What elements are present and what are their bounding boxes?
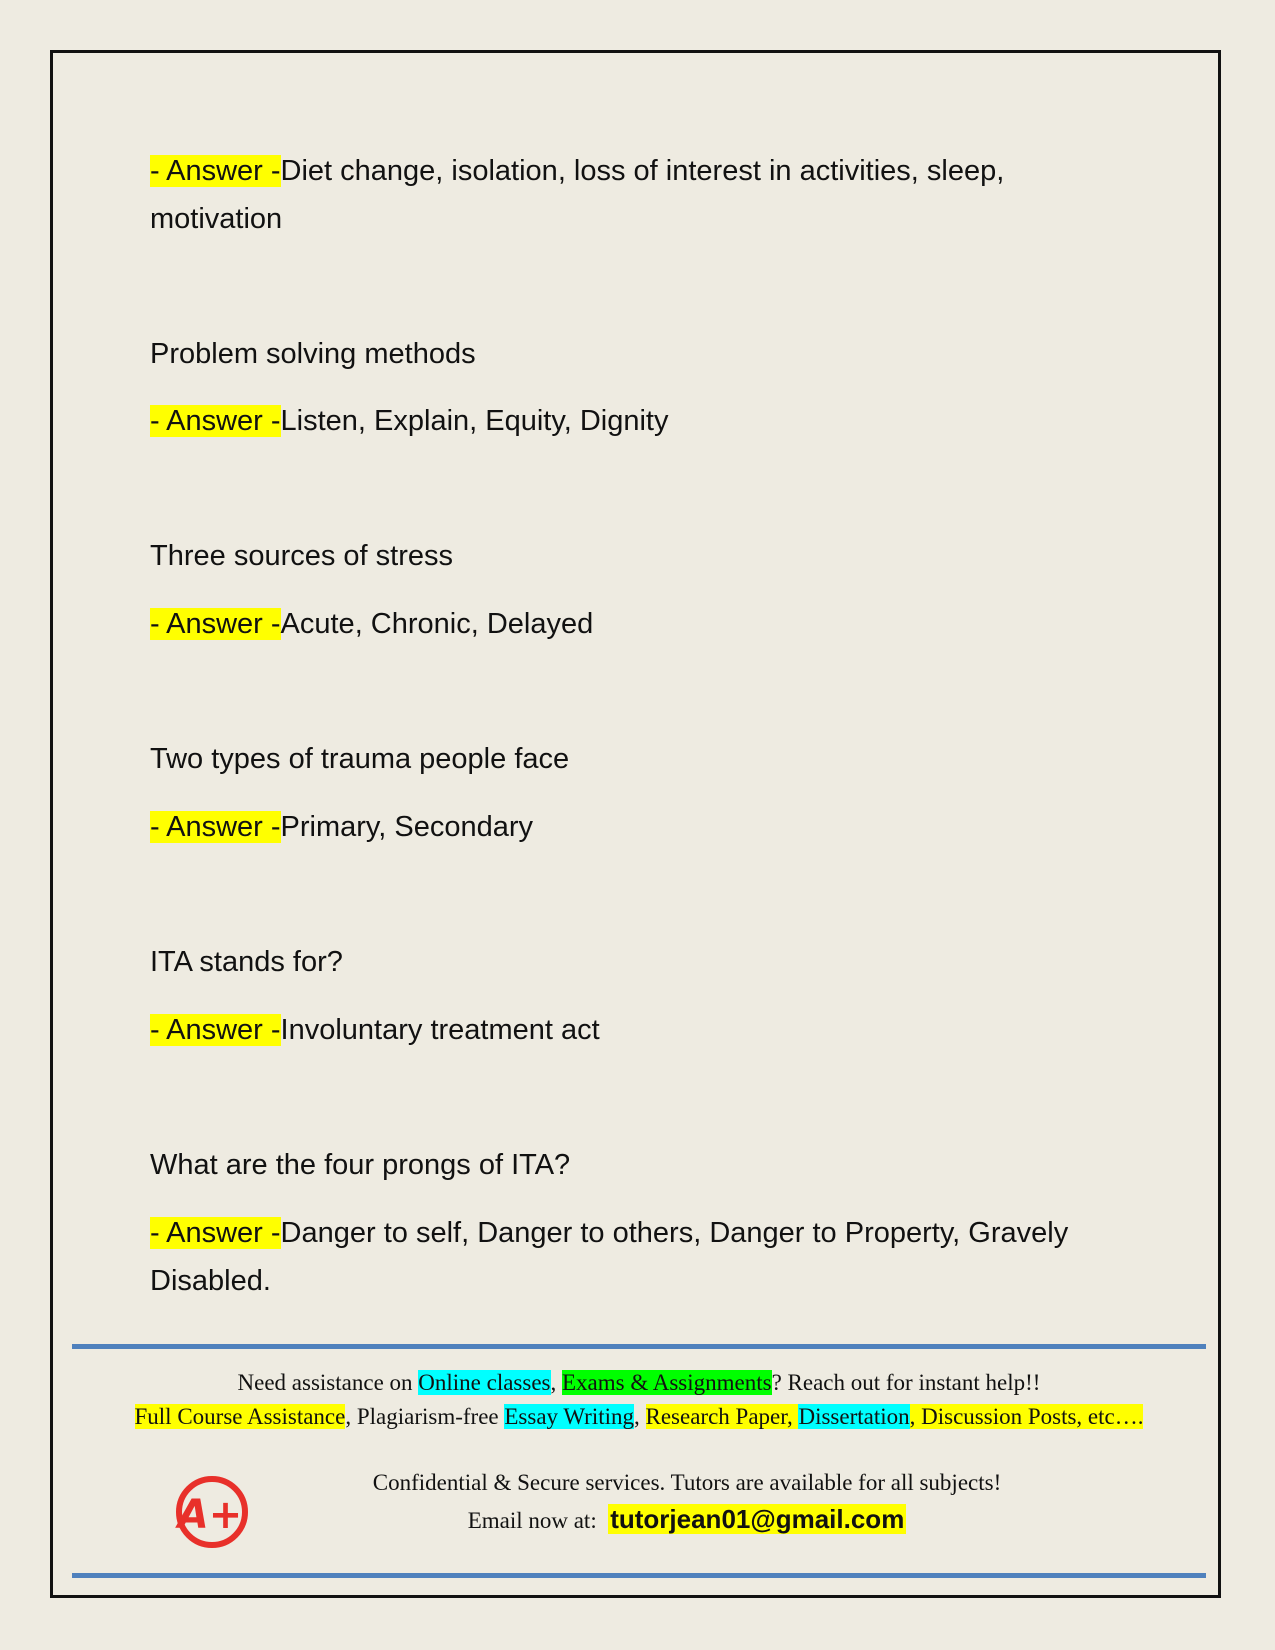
answer-text: Involuntary treatment act: [280, 1014, 600, 1046]
footer-top-rule: [72, 1344, 1206, 1349]
qa-item: [150, 600, 1110, 648]
footer-line-2: [72, 1404, 1206, 1430]
footer-email-line: [120, 1504, 1254, 1535]
question-text: What are the four prongs of ITA?: [150, 1149, 571, 1181]
answer-label: - Answer -: [150, 1014, 281, 1046]
question-text: Problem solving methods: [150, 338, 476, 370]
answer-label: - Answer -: [150, 811, 281, 843]
answer-text: Primary, Secondary: [280, 811, 534, 843]
qa-item: [150, 803, 1110, 851]
email-label: Email now at:: [467, 1508, 609, 1533]
answer-label: - Answer -: [150, 405, 281, 437]
question-text: Three sources of stress: [150, 540, 453, 572]
answer-label: - Answer -: [150, 1217, 281, 1249]
answer-label: - Answer -: [150, 155, 281, 187]
answer-text: Listen, Explain, Equity, Dignity: [280, 405, 669, 437]
qa-item: [150, 397, 1110, 445]
footer-line-3: Confidential & Secure services. Tutors are available for all subjects!: [372, 1470, 1002, 1495]
exams-assignments-highlight: Exams & Assignments: [562, 1370, 772, 1395]
footer-line-1: [72, 1370, 1206, 1396]
answer-text: Danger to self, Danger to others, Danger to Property, Gravely Disabled.: [150, 1217, 1069, 1297]
footer-text: Need assistance on: [237, 1370, 419, 1395]
footer-text: , Plagiarism-free: [345, 1404, 505, 1429]
qa-item: [150, 147, 1110, 243]
answer-text: Acute, Chronic, Delayed: [280, 608, 594, 640]
question-text: ITA stands for?: [150, 946, 343, 978]
footer-bottom-rule: [72, 1573, 1206, 1578]
logo-text: A+: [177, 1492, 243, 1538]
online-classes-highlight: Online classes: [418, 1370, 551, 1395]
footer-text: ,: [634, 1404, 646, 1429]
full-course-highlight: Full Course Assistance: [134, 1404, 346, 1429]
answer-label: - Answer -: [150, 608, 281, 640]
discussion-posts-highlight: , Discussion Posts, etc….: [909, 1404, 1144, 1429]
footer-text: ? Reach out for instant help!!: [771, 1370, 1041, 1395]
essay-writing-highlight: Essay Writing: [504, 1404, 634, 1429]
footer-text: ,: [550, 1370, 562, 1395]
dissertation-highlight: Dissertation: [798, 1404, 910, 1429]
research-paper-highlight: Research Paper,: [645, 1404, 799, 1429]
email-address[interactable]: tutorjean01@gmail.com: [610, 1504, 905, 1534]
qa-item: [150, 1006, 1110, 1054]
question-text: Two types of trauma people face: [150, 743, 570, 775]
qa-item: [150, 1209, 1110, 1305]
answer-text: Diet change, isolation, loss of interest in activities, sleep, motivation: [150, 155, 1005, 235]
